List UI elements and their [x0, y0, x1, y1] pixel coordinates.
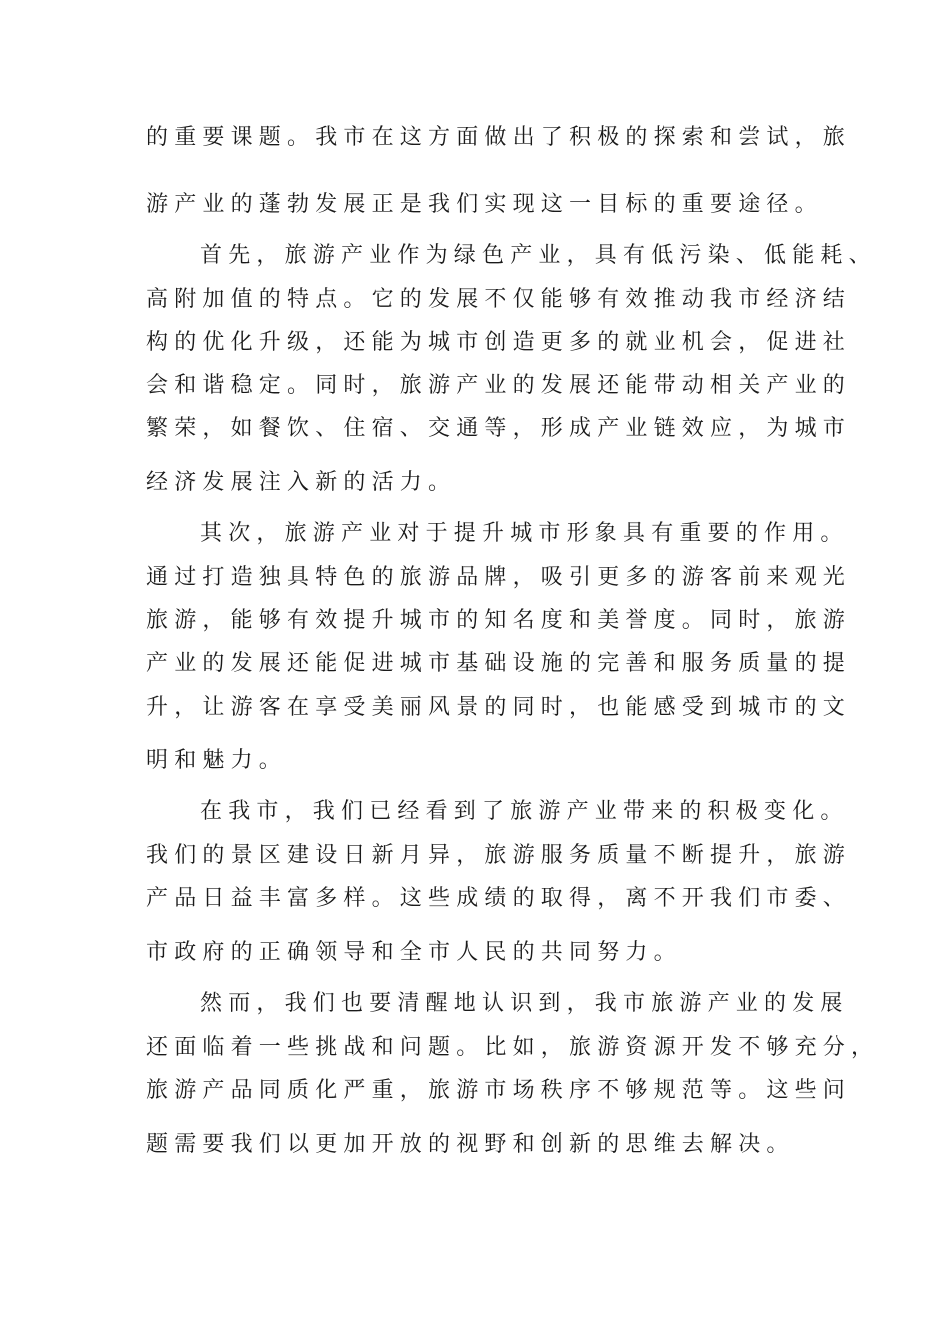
paragraph-first-line: 在我市，我们已经看到了旅游产业带来的积极变化。	[200, 799, 849, 824]
text-line: 题需要我们以更加开放的视野和创新的思维去解决。	[146, 1132, 795, 1157]
text-line: 还面临着一些挑战和问题。比如，旅游资源开发不够充分，	[146, 1035, 880, 1060]
paragraph-first-line: 然而，我们也要清醒地认识到，我市旅游产业的发展	[200, 991, 849, 1016]
paragraph-first-line: 首先，旅游产业作为绿色产业，具有低污染、低能耗、	[200, 243, 877, 268]
text-line: 市政府的正确领导和全市人民的共同努力。	[146, 940, 682, 965]
text-line: 旅游产品同质化严重，旅游市场秩序不够规范等。这些问	[146, 1078, 852, 1103]
text-line: 的重要课题。我市在这方面做出了积极的探索和尝试，旅	[146, 125, 852, 150]
text-line: 繁荣，如餐饮、住宿、交通等，形成产业链效应，为城市	[146, 416, 852, 441]
text-line: 旅游，能够有效提升城市的知名度和美誉度。同时，旅游	[146, 608, 852, 633]
text-line: 会和谐稳定。同时，旅游产业的发展还能带动相关产业的	[146, 373, 852, 398]
text-line: 产品日益丰富多样。这些成绩的取得，离不开我们市委、	[146, 886, 852, 911]
text-line: 通过打造独具特色的旅游品牌，吸引更多的游客前来观光	[146, 565, 852, 590]
text-line: 游产业的蓬勃发展正是我们实现这一目标的重要途径。	[146, 192, 823, 217]
text-line: 我们的景区建设日新月异，旅游服务质量不断提升，旅游	[146, 843, 852, 868]
text-line: 经济发展注入新的活力。	[146, 470, 457, 495]
text-line: 明和魅力。	[146, 748, 288, 773]
text-line: 产业的发展还能促进城市基础设施的完善和服务质量的提	[146, 651, 852, 676]
paragraph-first-line: 其次，旅游产业对于提升城市形象具有重要的作用。	[200, 521, 849, 546]
text-line: 升，让游客在享受美丽风景的同时，也能感受到城市的文	[146, 695, 852, 720]
text-line: 高附加值的特点。它的发展不仅能够有效推动我市经济结	[146, 287, 852, 312]
text-line: 构的优化升级，还能为城市创造更多的就业机会，促进社	[146, 330, 852, 355]
